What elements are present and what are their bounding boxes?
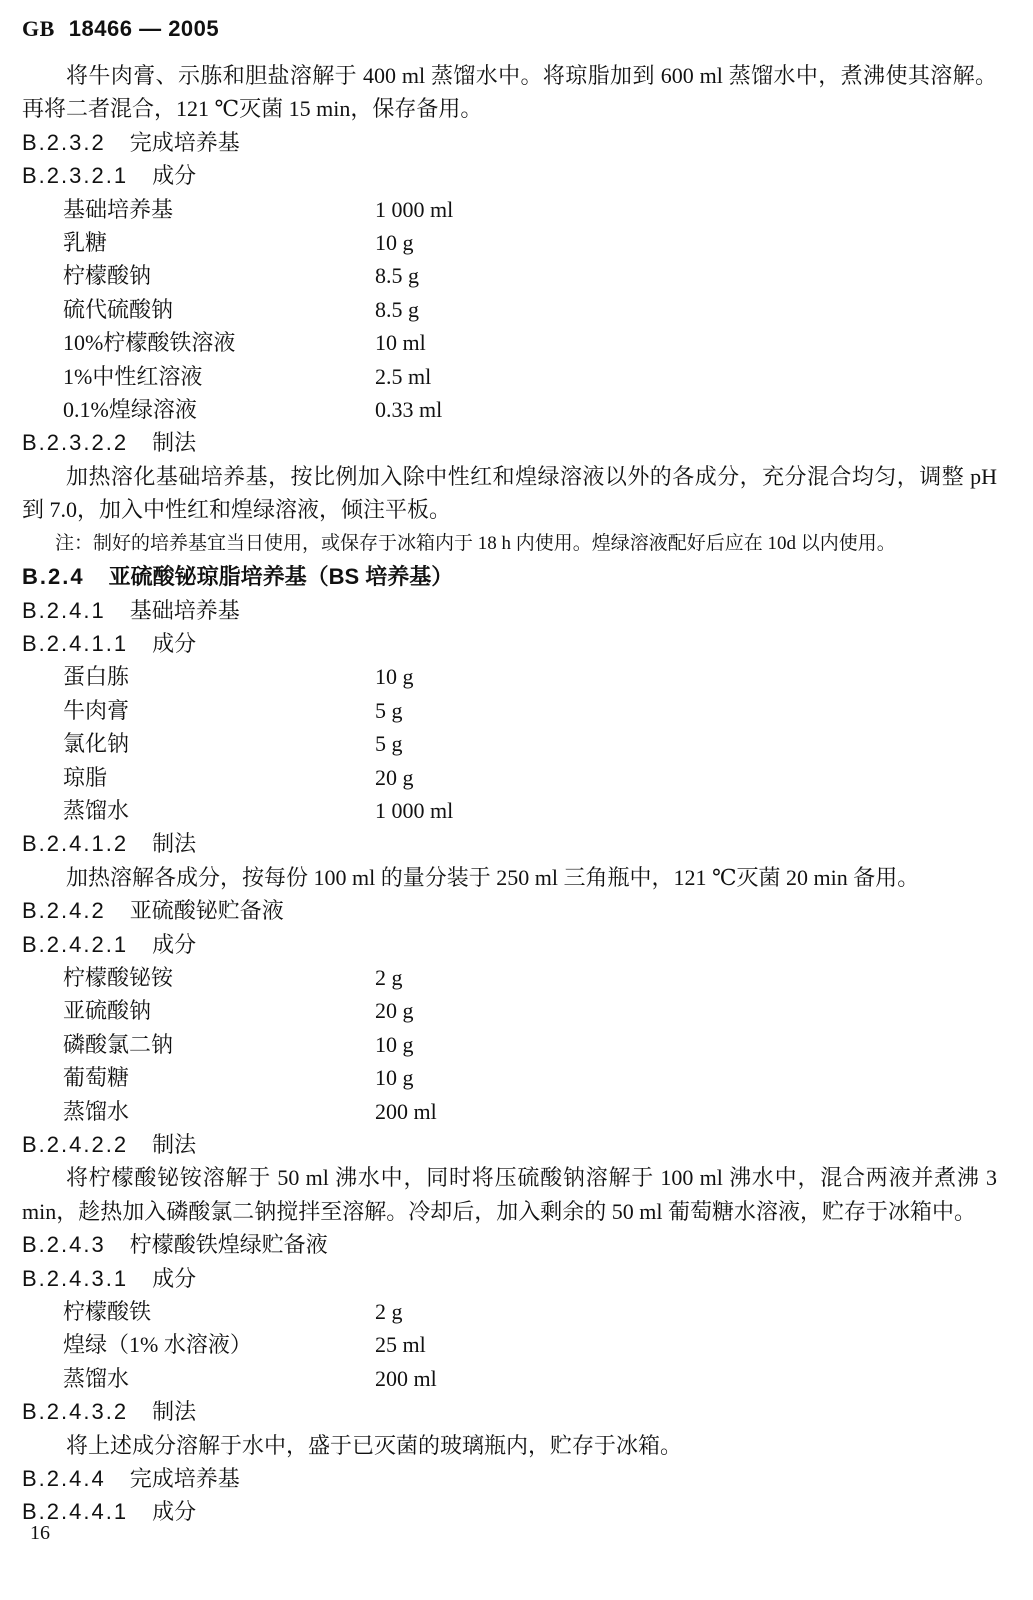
ingredient-amount: 20 g [375, 998, 414, 1024]
ingredient-row [22, 326, 997, 359]
ingredient-row [22, 1028, 997, 1061]
clause-title: 完成培养基 [129, 1466, 240, 1492]
heading-b2421 [22, 928, 997, 961]
ingredient-name: 蒸馏水 [63, 1365, 130, 1391]
ingredient-row [22, 259, 997, 292]
clause-number: B.2.4.1.2 [22, 831, 129, 857]
heading-b2412 [22, 827, 997, 860]
clause-number: B.2.4.1.1 [22, 630, 129, 656]
ingredient-amount: 2 g [375, 964, 403, 990]
ingredient-row [22, 393, 997, 426]
heading-b24 [22, 560, 997, 593]
heading-b244 [22, 1462, 997, 1495]
clause-title: 成分 [152, 163, 197, 189]
heading-b2422 [22, 1128, 997, 1161]
ingredient-name: 牛肉膏 [63, 697, 130, 723]
clause-title: 成分 [152, 1265, 197, 1291]
heading-b2441 [22, 1495, 997, 1528]
ingredient-amount: 2.5 ml [375, 363, 432, 389]
clause-title: 制法 [152, 1132, 197, 1157]
intro-paragraph: 将牛肉膏、示胨和胆盐溶解于 400 ml 蒸馏水中。将琼脂加到 600 ml 蒸馏水中，煮沸使其溶解。再将二者混合，121 ℃灭菌 15 min，保存备用。 [22, 63, 997, 122]
ingredient-amount: 10 g [375, 230, 414, 256]
ingredient-amount: 10 g [375, 664, 414, 690]
procedure-paragraph: 将上述成分溶解于水中，盛于已灭菌的玻璃瓶内，贮存于冰箱。 [66, 1432, 683, 1458]
ingredient-amount: 5 g [375, 731, 403, 757]
heading-b23222 [22, 426, 997, 459]
ingredient-name: 氯化钠 [63, 731, 130, 757]
clause-number: B.2.4.3.2 [22, 1399, 129, 1425]
ingredient-name: 乳糖 [63, 230, 108, 256]
ingredient-name: 0.1%煌绿溶液 [63, 397, 197, 423]
ingredient-name: 蒸馏水 [63, 797, 130, 823]
clause-number: B.2.4.2.1 [22, 931, 129, 957]
ingredient-amount: 1 000 ml [375, 797, 454, 823]
clause-title: 亚硫酸铋贮备液 [129, 898, 284, 924]
ingredient-row [22, 660, 997, 693]
ingredient-row [22, 727, 997, 760]
ingredient-name: 琼脂 [63, 764, 108, 790]
clause-number: B.2.3.2 [22, 129, 106, 155]
page-number: 16 [30, 1522, 50, 1544]
clause-number: B.2.4.3.1 [22, 1265, 129, 1291]
ingredient-row [22, 1295, 997, 1328]
clause-number: B.2.4.2.2 [22, 1132, 129, 1157]
ingredient-amount: 2 g [375, 1299, 403, 1325]
standard-prefix: GB [22, 16, 55, 41]
heading-b2431 [22, 1262, 997, 1295]
ingredient-row [22, 961, 997, 994]
ingredient-row [22, 1328, 997, 1361]
ingredient-row [22, 1095, 997, 1128]
ingredient-name: 1%中性红溶液 [63, 363, 203, 389]
ingredient-row [22, 360, 997, 393]
standard-number: 18466 — 2005 [68, 16, 220, 41]
clause-title: 基础培养基 [129, 597, 240, 623]
clause-title: 成分 [152, 931, 197, 957]
clause-title: 制法 [152, 1399, 197, 1425]
ingredient-name: 柠檬酸铋铵 [63, 964, 174, 990]
ingredient-row [22, 1061, 997, 1094]
heading-b243 [22, 1228, 997, 1261]
heading-b242 [22, 894, 997, 927]
ingredient-row [22, 994, 997, 1027]
ingredient-row [22, 794, 997, 827]
procedure-paragraph: 加热溶解各成分，按每份 100 ml 的量分装于 250 ml 三角瓶中，121 ℃灭菌 20 min 备用。 [66, 864, 920, 890]
clause-number: B.2.4.2 [22, 898, 106, 924]
ingredient-name: 蛋白胨 [63, 664, 130, 690]
clause-title: 完成培养基 [129, 129, 240, 155]
clause-number: B.2.3.2.1 [22, 163, 129, 189]
ingredient-row [22, 193, 997, 226]
clause-title: 柠檬酸铁煌绿贮备液 [129, 1232, 328, 1258]
heading-b2432 [22, 1395, 997, 1428]
clause-number: B.2.4.4.1 [22, 1499, 129, 1525]
clause-title: 成分 [152, 630, 197, 656]
ingredient-name: 磷酸氯二钠 [63, 1031, 174, 1057]
note-line: 注：制好的培养基宜当日使用，或保存于冰箱内于 18 h 内使用。煌绿溶液配好后应在 10d 以内使用。 [55, 532, 896, 554]
ingredient-amount: 8.5 g [375, 263, 419, 289]
ingredient-row [22, 694, 997, 727]
clause-number: B.2.4 [22, 564, 85, 590]
ingredient-amount: 25 ml [375, 1332, 426, 1358]
heading-b2411 [22, 627, 997, 660]
ingredient-name: 10%柠檬酸铁溶液 [63, 330, 236, 356]
clause-number: B.2.4.4 [22, 1466, 106, 1492]
ingredient-name: 柠檬酸铁 [63, 1299, 152, 1325]
clause-title: 成分 [152, 1499, 197, 1525]
clause-number: B.2.4.3 [22, 1232, 106, 1258]
ingredient-amount: 200 ml [375, 1365, 437, 1391]
procedure-paragraph: 将柠檬酸铋铵溶解于 50 ml 沸水中，同时将压硫酸钠溶解于 100 ml 沸水中，混合两液并煮沸 3 min，趁热加入磷酸氯二钠搅拌至溶解。冷却后，加入剩余的 50 ml 葡萄糖水溶液，贮存于冰箱中。 [22, 1165, 997, 1224]
ingredient-name: 葡萄糖 [63, 1065, 130, 1091]
ingredient-amount: 5 g [375, 697, 403, 723]
ingredient-name: 煌绿（1% 水溶液） [63, 1332, 252, 1358]
ingredient-row [22, 226, 997, 259]
heading-b2322 [22, 126, 997, 159]
ingredient-amount: 200 ml [375, 1098, 437, 1124]
procedure-paragraph: 加热溶化基础培养基，按比例加入除中性红和煌绿溶液以外的各成分，充分混合均匀，调整 pH 到 7.0，加入中性红和煌绿溶液，倾注平板。 [22, 463, 997, 523]
ingredient-name: 蒸馏水 [63, 1098, 130, 1124]
ingredient-amount: 20 g [375, 764, 414, 790]
ingredient-amount: 10 g [375, 1031, 414, 1057]
ingredient-row [22, 293, 997, 326]
ingredient-amount: 1 000 ml [375, 196, 454, 222]
heading-b23221 [22, 159, 997, 192]
ingredient-row [22, 1362, 997, 1395]
clause-title: 亚硫酸铋琼脂培养基（BS 培养基） [108, 564, 454, 590]
ingredient-name: 硫代硫酸钠 [63, 296, 174, 322]
ingredient-row [22, 761, 997, 794]
ingredient-amount: 10 ml [375, 330, 426, 356]
ingredient-amount: 10 g [375, 1065, 414, 1091]
ingredient-name: 基础培养基 [63, 196, 174, 222]
clause-number: B.2.4.1 [22, 597, 106, 623]
clause-title: 制法 [152, 831, 197, 857]
ingredient-amount: 8.5 g [375, 296, 419, 322]
document-header [22, 14, 997, 44]
ingredient-name: 亚硫酸钠 [63, 998, 152, 1024]
clause-title: 制法 [152, 430, 197, 456]
clause-number: B.2.3.2.2 [22, 430, 129, 456]
ingredient-amount: 0.33 ml [375, 397, 443, 423]
heading-b241 [22, 594, 997, 627]
ingredient-name: 柠檬酸钠 [63, 263, 152, 289]
